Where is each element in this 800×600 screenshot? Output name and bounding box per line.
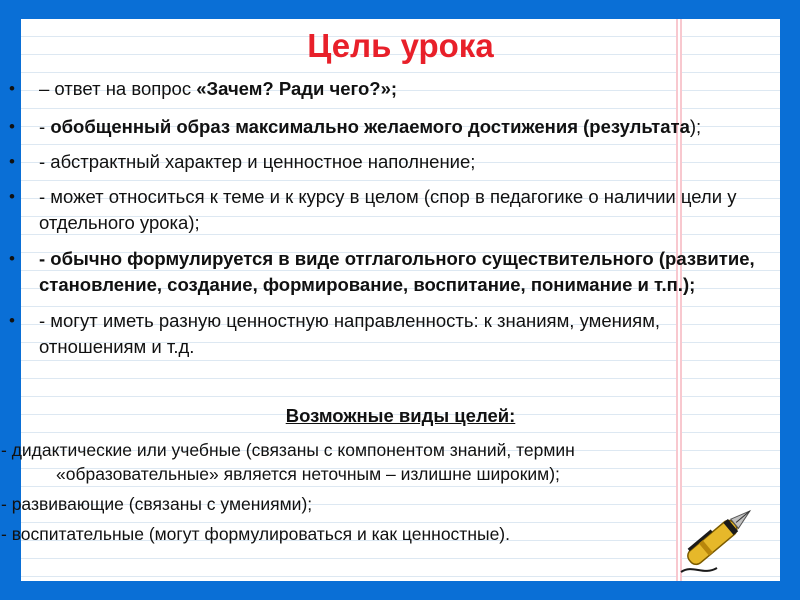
bullet-item: • - обобщенный образ максимально желаемого достижения (результата); — [21, 114, 761, 140]
bullet-dot-icon: • — [9, 117, 15, 136]
kind-item: - дидактические или учебные (связаны с компонентом знаний, термин «образовательные» является неточным – излишне широким); — [1, 440, 575, 484]
bullet-list — [9, 76, 761, 370]
bullet-item: • - обычно формулируется в виде отглагольного существительного (развитие, становление, создание, формирование, воспитание, понимание и т.п.); — [9, 248, 755, 295]
notebook-paper — [1, 19, 780, 581]
bullet-item: • - могут иметь разную ценностную направленность: к знаниям, умениям, отношениям и т.д. — [9, 310, 661, 357]
bullet-item: • - может относиться к теме и к курсу в целом (спор в педагогике о наличии цели у отдельного урока); — [9, 186, 737, 233]
bullet-dot-icon: • — [9, 152, 15, 171]
fountain-pen-icon — [673, 494, 768, 579]
kinds-list — [1, 438, 721, 552]
bullet-item: • - абстрактный характер и ценностное наполнение; — [21, 149, 761, 175]
kind-item: - воспитательные (могут формулироваться и как ценностные). — [1, 524, 510, 544]
bullet-dot-icon: • — [9, 79, 15, 98]
kinds-heading: Возможные виды целей: — [285, 405, 516, 426]
bullet-dot-icon: • — [9, 187, 15, 206]
bullet-item: • – ответ на вопрос «Зачем? Ради чего?»; — [21, 76, 761, 102]
bullet-dot-icon: • — [9, 249, 15, 268]
page-title: Цель урока — [307, 27, 494, 64]
kind-item: - развивающие (связаны с умениями); — [1, 494, 313, 514]
bullet-dot-icon: • — [9, 311, 15, 330]
